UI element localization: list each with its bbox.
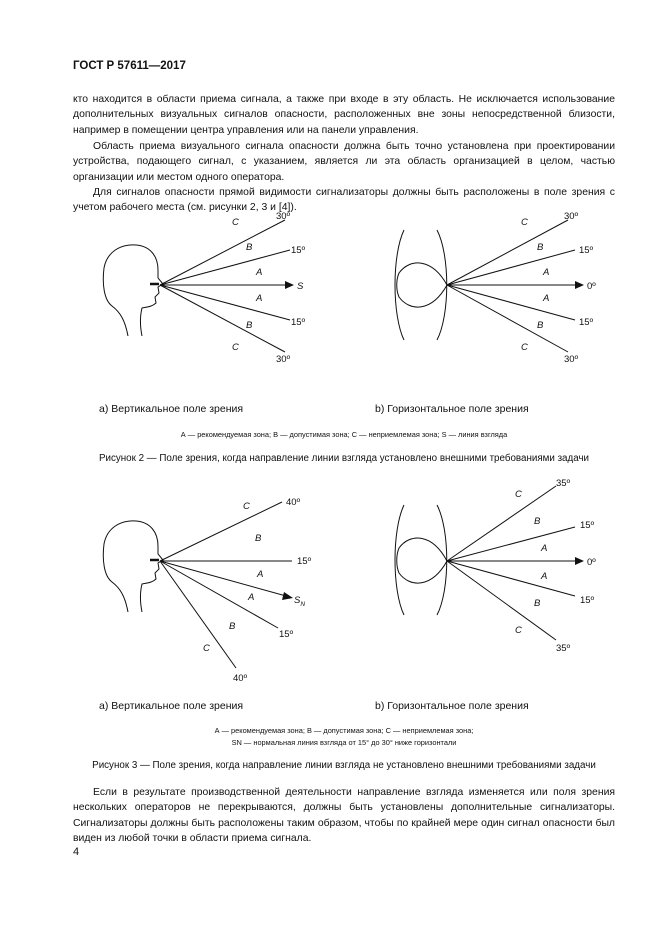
zone-label: C xyxy=(232,342,239,353)
document-header: ГОСТ Р 57611—2017 xyxy=(73,60,186,72)
angle-label: 15º xyxy=(579,317,594,328)
head-profile-left xyxy=(103,521,163,612)
zone-label: A xyxy=(256,267,263,278)
figure-3-caption-b: b) Горизонтальное поле зрения xyxy=(375,700,529,712)
angle-label: 0º xyxy=(587,557,596,568)
angle-label: 15º xyxy=(291,317,306,328)
figure-3-legend-line-1: А — рекомендуемая зона; В — допустимая зона; С — неприемлемая зона; xyxy=(214,726,474,735)
paragraph-line-of-sight: Для сигналов опасности прямой видимости сигнализаторы должны быть расположены в поле зрения с учетом рабочего места (см. рисунки 2, 3 и [4]). xyxy=(73,187,615,214)
angle-label: 35º xyxy=(556,643,571,654)
angle-label: 15º xyxy=(291,245,306,256)
angle-label: 15º xyxy=(579,245,594,256)
figure-3-legend-line-2: SN — нормальная линия взгляда от 15° до 30° ниже горизонтали xyxy=(231,738,457,747)
figure-3-caption-a: а) Вертикальное поле зрения xyxy=(99,700,244,712)
sight-line-label: S xyxy=(297,281,304,292)
zone-label: C xyxy=(515,625,522,636)
figure-2-legend: А — рекомендуемая зона; В — допустимая зона; С — неприемлемая зона; S — линия взгляда xyxy=(180,430,508,439)
angle-label: 15º xyxy=(279,629,294,640)
figure-2-title: Рисунок 2 — Поле зрения, когда направление линии взгляда установлено внешними требованиями задачи xyxy=(98,453,590,464)
paragraph-signal-area: Область приема визуального сигнала опасности должна быть точно установлена при проектировании устройства, подающего сигнал, с указанием, является ли эта область организацией в целом, частью организации или местом одного оператора. xyxy=(73,141,615,183)
angle-label: 15º xyxy=(580,595,595,606)
angle-label: 30º xyxy=(564,211,579,222)
zone-label: C xyxy=(521,342,528,353)
zone-label: B xyxy=(534,598,541,609)
figure-2-diagram xyxy=(0,205,661,385)
angle-label: 15º xyxy=(580,520,595,531)
figure-3-title: Рисунок 3 — Поле зрения, когда направление линии взгляда не установлено внешними требованиями задачи xyxy=(92,760,596,771)
zone-label: C xyxy=(232,217,239,228)
page-number: 4 xyxy=(73,846,80,858)
zone-label: A xyxy=(543,293,550,304)
angle-label: 40º xyxy=(286,497,301,508)
angle-label: 30º xyxy=(276,354,291,365)
zone-label: B xyxy=(534,516,541,527)
zone-label: B xyxy=(537,320,544,331)
zone-label: B xyxy=(246,320,253,331)
zone-label: C xyxy=(521,217,528,228)
figure-2-caption-b: b) Горизонтальное поле зрения xyxy=(375,403,529,415)
zone-label: C xyxy=(515,489,522,500)
zone-label: B xyxy=(246,242,253,253)
zone-label: A xyxy=(541,571,548,582)
zone-label: C xyxy=(203,643,210,654)
head-profile-left xyxy=(103,245,163,336)
zone-label: A xyxy=(256,293,263,304)
paragraph-continuation: кто находится в области приема сигнала, а также при входе в эту область. Не исключается использование дополнительных визуальных сигналов опасности, расположенных вне зоны непосредственной близости, например в помещении центра управления или на панели управления. xyxy=(73,94,615,136)
angle-label: 30º xyxy=(276,211,291,222)
zone-label: B xyxy=(229,621,236,632)
figure-2-caption-a: а) Вертикальное поле зрения xyxy=(99,403,244,415)
angle-label: 15º xyxy=(297,556,312,567)
angle-label: 0º xyxy=(587,281,596,292)
zone-label: A xyxy=(257,569,264,580)
zone-label: B xyxy=(255,533,262,544)
paragraph-additional-signals: Если в результате производственной деятельности направление взгляда изменяется или поля зрения нескольких операторов не перекрываются, должны быть установлены дополнительные сигнализаторы. Сигнализаторы должны быть расположены таким образом, чтобы по крайней мере один сигнал опасности был виден из любой точки в области приема сигнала. xyxy=(73,787,615,845)
figure-3-diagram xyxy=(0,478,661,685)
zone-label: A xyxy=(543,267,550,278)
angle-label: 35º xyxy=(556,478,571,489)
angle-label: 30º xyxy=(564,354,579,365)
sight-line-label: $S_N$ xyxy=(294,595,306,608)
zone-label: A xyxy=(541,543,548,554)
angle-label: 40º xyxy=(233,673,248,684)
zone-label: B xyxy=(537,242,544,253)
zone-label: A xyxy=(248,592,255,603)
zone-label: C xyxy=(243,501,250,512)
